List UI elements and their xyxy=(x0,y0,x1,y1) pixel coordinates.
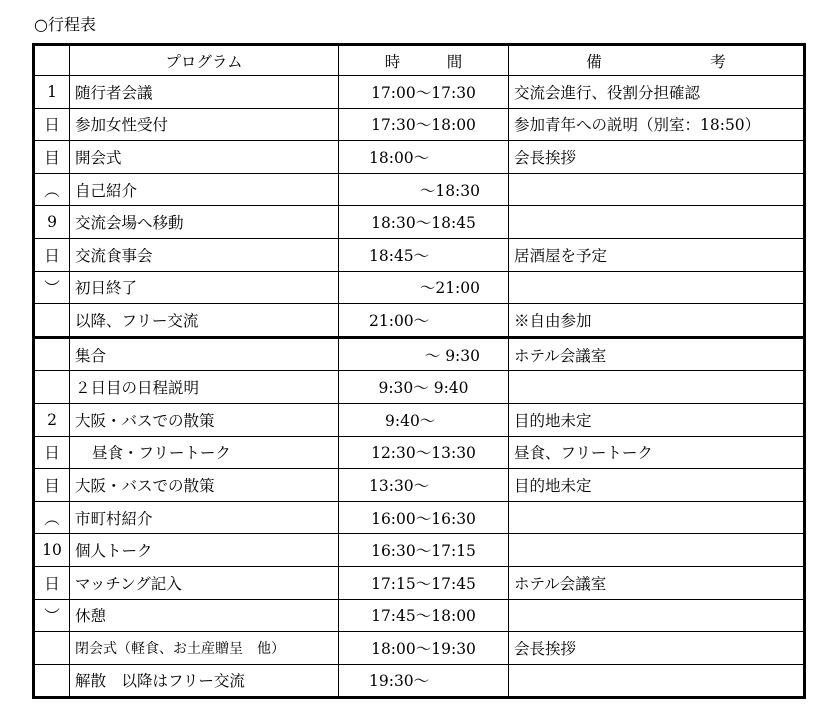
program-cell: 閉会式（軽食、お土産贈呈 他） xyxy=(70,632,339,665)
day-cell xyxy=(34,371,70,404)
table-row xyxy=(34,206,805,239)
time-cell: 16:00～16:30 xyxy=(339,501,509,534)
note-cell: 目的地未定 xyxy=(509,469,805,502)
note-cell: 参加青年への説明（別室：18:50） xyxy=(509,108,805,141)
time-cell: ～18:30 xyxy=(339,173,509,206)
program-cell: 以降、フリー交流 xyxy=(70,304,339,338)
program-cell: 初日終了 xyxy=(70,271,339,304)
table-row xyxy=(34,108,805,141)
header-day xyxy=(34,45,70,76)
note-cell: 目的地未定 xyxy=(509,403,805,436)
table-row xyxy=(34,566,805,599)
program-cell: 参加女性受付 xyxy=(70,108,339,141)
program-cell: 集合 xyxy=(70,337,339,371)
time-cell: 13:30～ xyxy=(339,469,509,502)
note-cell xyxy=(509,271,805,304)
table-row xyxy=(34,599,805,632)
table-row xyxy=(34,534,805,567)
note-cell: ホテル会議室 xyxy=(509,566,805,599)
note-cell: 昼食、フリートーク xyxy=(509,436,805,469)
day-cell: 9 xyxy=(34,206,70,239)
day-cell: ︵ xyxy=(34,501,70,534)
table-row xyxy=(34,141,805,174)
time-cell: 17:15～17:45 xyxy=(339,566,509,599)
program-cell: 市町村紹介 xyxy=(70,501,339,534)
note-cell: 交流会進行、役割分担確認 xyxy=(509,76,805,109)
table-row xyxy=(34,501,805,534)
program-cell: 大阪・バスでの散策 xyxy=(70,403,339,436)
time-cell: 21:00～ xyxy=(339,304,509,338)
day-cell: ︶ xyxy=(34,599,70,632)
day-cell: 日 xyxy=(34,108,70,141)
program-cell: 交流食事会 xyxy=(70,238,339,271)
table-row xyxy=(34,173,805,206)
schedule-table xyxy=(32,43,806,699)
program-cell: マッチング記入 xyxy=(70,566,339,599)
table-row xyxy=(34,337,805,371)
time-cell: 17:30～18:00 xyxy=(339,108,509,141)
time-cell: 19:30～ xyxy=(339,664,509,698)
note-cell xyxy=(509,599,805,632)
time-cell: 18:45～ xyxy=(339,238,509,271)
day-cell: ︶ xyxy=(34,271,70,304)
time-cell: 16:30～17:15 xyxy=(339,534,509,567)
program-cell: 開会式 xyxy=(70,141,339,174)
day-cell: 10 xyxy=(34,534,70,567)
program-cell: 自己紹介 xyxy=(70,173,339,206)
note-cell xyxy=(509,206,805,239)
program-cell: 解散 以降はフリー交流 xyxy=(70,664,339,698)
table-header-row xyxy=(34,45,805,76)
table-row xyxy=(34,632,805,665)
program-cell: ２日目の日程説明 xyxy=(70,371,339,404)
time-cell: 9:40～ xyxy=(339,403,509,436)
note-cell: ホテル会議室 xyxy=(509,337,805,371)
day-cell xyxy=(34,632,70,665)
day-cell: 日 xyxy=(34,238,70,271)
time-cell: 18:00～ xyxy=(339,141,509,174)
note-cell xyxy=(509,664,805,698)
table-row xyxy=(34,238,805,271)
note-cell: 会長挨拶 xyxy=(509,141,805,174)
time-cell: 18:00～19:30 xyxy=(339,632,509,665)
table-row xyxy=(34,76,805,109)
note-cell xyxy=(509,534,805,567)
note-cell xyxy=(509,371,805,404)
table-row xyxy=(34,436,805,469)
table-row xyxy=(34,271,805,304)
day-cell: 目 xyxy=(34,141,70,174)
day-cell xyxy=(34,304,70,338)
table-row xyxy=(34,469,805,502)
program-cell: 交流会場へ移動 xyxy=(70,206,339,239)
note-cell: 会長挨拶 xyxy=(509,632,805,665)
table-row xyxy=(34,371,805,404)
note-cell xyxy=(509,501,805,534)
day-cell: ︵ xyxy=(34,173,70,206)
program-cell: 昼食・フリートーク xyxy=(70,436,339,469)
note-cell xyxy=(509,173,805,206)
program-cell: 大阪・バスでの散策 xyxy=(70,469,339,502)
time-cell: 9:30～ 9:40 xyxy=(339,371,509,404)
table-row xyxy=(34,664,805,698)
day-cell: 目 xyxy=(34,469,70,502)
program-cell: 休憩 xyxy=(70,599,339,632)
day-cell xyxy=(34,664,70,698)
time-cell: 12:30～13:30 xyxy=(339,436,509,469)
page-title: ○行程表 xyxy=(34,15,96,34)
header-time: 時 間 xyxy=(339,45,509,76)
note-cell: 居酒屋を予定 xyxy=(509,238,805,271)
time-cell: 17:45～18:00 xyxy=(339,599,509,632)
time-cell: ～21:00 xyxy=(339,271,509,304)
time-cell: ～ 9:30 xyxy=(339,337,509,371)
table-row xyxy=(34,304,805,338)
header-program: プログラム xyxy=(70,45,339,76)
note-cell: ※自由参加 xyxy=(509,304,805,338)
program-cell: 随行者会議 xyxy=(70,76,339,109)
day-cell: 日 xyxy=(34,436,70,469)
table-row xyxy=(34,403,805,436)
time-cell: 17:00～17:30 xyxy=(339,76,509,109)
day-cell: 2 xyxy=(34,403,70,436)
day-cell xyxy=(34,337,70,371)
day-cell: 1 xyxy=(34,76,70,109)
header-notes: 備 考 xyxy=(509,45,805,76)
program-cell: 個人トーク xyxy=(70,534,339,567)
time-cell: 18:30～18:45 xyxy=(339,206,509,239)
day-cell: 日 xyxy=(34,566,70,599)
